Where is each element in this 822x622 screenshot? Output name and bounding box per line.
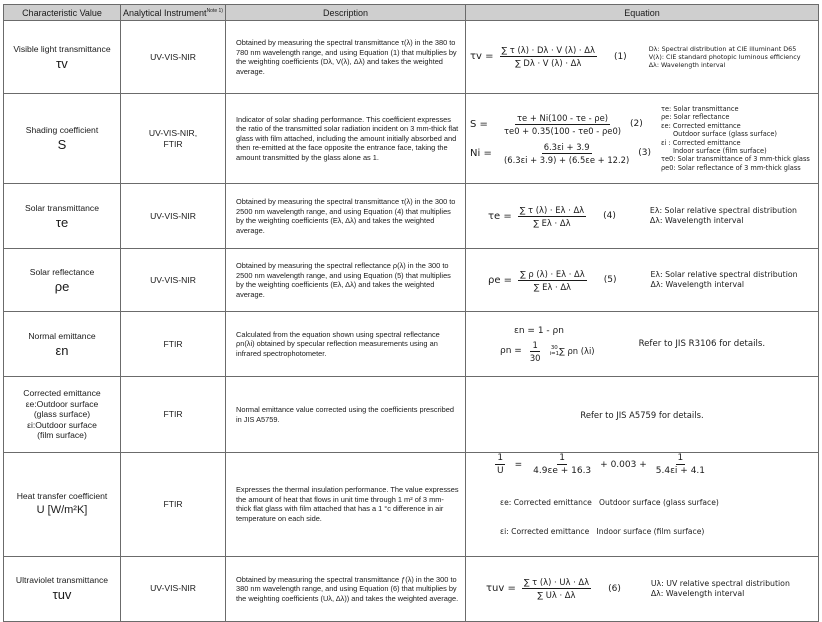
cell-equation <box>466 94 819 184</box>
equation-denominator: 30 <box>529 352 541 363</box>
legend-item: Δλ: Wavelength interval <box>649 216 744 225</box>
reference-note: Refer to JIS A5759 for details. <box>580 409 704 420</box>
equation-number: (2) <box>630 119 643 129</box>
equation-legend <box>649 45 801 70</box>
legend-item: τe0: Solar transmittance of 3 mm-thick glass <box>660 155 810 164</box>
equation-denominator: ∑ Eλ · Δλ <box>533 281 572 292</box>
characteristic-name: Normal emittance <box>28 330 96 341</box>
equation-numerator: ∑ τ (λ) · Dλ · V (λ) · Δλ <box>501 45 595 56</box>
header-row <box>4 5 819 21</box>
characteristic-name: Solar reflectance <box>29 266 95 277</box>
cell-instrument: UV-VIS-NIR <box>121 21 226 94</box>
equation-numerator: 1 <box>677 453 684 463</box>
header-characteristic: Characteristic Value <box>4 5 121 21</box>
row-solar-reflectance <box>4 249 819 312</box>
equation-numerator: 6.3εi + 3.9 <box>543 141 590 152</box>
characteristic-symbol: τe <box>55 214 69 230</box>
header-instrument-label: Analytical Instrument <box>123 7 207 18</box>
sum-expression: ∑ ρn (λi) <box>559 346 595 356</box>
legend-item: Indoor surface (film surface) <box>672 146 767 155</box>
characteristic-sub-indoor: εi:Outdoor surface <box>27 419 97 430</box>
equation-number: (6) <box>608 583 621 594</box>
equation-lhs: Ni = <box>470 147 492 159</box>
equation-block <box>500 326 595 363</box>
legend-item: Dλ: Spectral distribution at CIE illuminant D65 <box>648 44 797 53</box>
cell-equation <box>466 377 819 453</box>
cell-equation <box>466 184 819 249</box>
cell-instrument: UV-VIS-NIR, FTIR <box>121 94 226 184</box>
sum-limits <box>550 345 560 357</box>
characteristic-symbol: U [W/m²K] <box>36 503 88 516</box>
equation-line <box>470 113 651 136</box>
equation-denominator: τe0 + 0.35(100 - τe0 - ρe0) <box>504 125 622 136</box>
characteristic-name: Ultraviolet transmittance <box>15 575 109 586</box>
equation-lhs: τe = <box>488 210 512 222</box>
equation-line <box>492 453 814 476</box>
equation-fraction-lhs <box>495 453 506 476</box>
equation-number: (3) <box>638 148 651 158</box>
cell-description: Obtained by measuring the spectral transmittance τ(λ) in the 300 to 2500 nm wavelength range, and using Equation (4) that multiplies by the weighting coefficients (Eλ, Δλ) and takes the weighted average. <box>226 184 466 249</box>
row-solar-transmittance <box>4 184 819 249</box>
legend-item: Eλ: Solar relative spectral distribution <box>649 206 798 215</box>
equation-fraction <box>654 453 707 476</box>
equation-denominator: U <box>497 466 504 476</box>
equation-line <box>500 340 595 363</box>
legend-item: V(λ): CIE standard photopic luminous efficiency <box>648 52 801 61</box>
equation-legend <box>650 206 797 226</box>
legend-item: εe: Corrected emittance Outdoor surface (glass surface) <box>500 498 719 508</box>
row-visible-light-transmittance <box>4 21 819 94</box>
equation-numerator: τe + Ni(100 - τe - ρe) <box>517 112 609 123</box>
cell-equation <box>466 21 819 94</box>
cell-characteristic <box>4 453 121 557</box>
characteristic-symbol: τuv <box>52 587 72 603</box>
cell-equation <box>466 249 819 312</box>
legend-item: Uλ: UV relative spectral distribution <box>650 578 790 588</box>
characteristic-name: Shading coefficient <box>25 125 99 135</box>
characteristics-table-sheet <box>3 4 818 622</box>
cell-description: Obtained by measuring the spectral reflectance ρ(λ) in the 300 to 2500 nm wavelength range, and using Equation (5) that multiplies by the weighting coefficients (Eλ, Δλ) and takes the weighted average. <box>226 249 466 312</box>
equation-numerator: 1 <box>559 453 566 463</box>
equation-fraction <box>531 453 593 476</box>
legend-item: Δλ: Wavelength interval <box>648 61 726 70</box>
equation-denominator: 4.9εe + 16.3 <box>533 466 592 476</box>
equation-lhs: τuv = <box>486 583 516 595</box>
characteristic-symbol: ρe <box>54 278 70 294</box>
equation-fraction <box>500 45 597 68</box>
cell-characteristic <box>4 377 121 453</box>
equation-denominator: ∑ Eλ · Δλ <box>533 217 571 228</box>
cell-characteristic <box>4 556 121 621</box>
cell-characteristic <box>4 312 121 377</box>
cell-description: Obtained by measuring the spectral transmittance τ(λ) in the 380 to 780 nm wavelength range, and using Equation (1) that multiplies by the weighting coefficients (Dλ, V(λ), Δλ) and takes the weighted average. <box>226 21 466 94</box>
cell-equation <box>466 556 819 621</box>
equation-lhs: τv = <box>470 51 494 63</box>
characteristic-symbol: εn <box>55 342 69 358</box>
cell-equation <box>466 312 819 377</box>
equation-lhs: S = <box>470 118 488 130</box>
characteristic-name: Visible light transmittance <box>13 43 111 54</box>
characteristic-sub-outdoor: εe:Outdoor surface <box>25 398 99 409</box>
equation-legend <box>651 579 790 599</box>
characteristic-name: Heat transfer coefficient <box>16 490 108 501</box>
equation-legend <box>661 105 810 172</box>
equation-number: (5) <box>603 275 617 285</box>
header-equation: Equation <box>466 5 819 21</box>
legend-item: τe: Solar transmittance <box>660 104 739 113</box>
cell-instrument: FTIR <box>121 453 226 557</box>
cell-equation <box>466 453 819 557</box>
legend-item: Outdoor surface (glass surface) <box>672 130 778 139</box>
equation-denominator: (6.3εi + 3.9) + (6.5εe + 12.2) <box>504 154 630 165</box>
legend-item: εe: Corrected emittance <box>660 121 741 130</box>
equation-block <box>492 453 814 556</box>
characteristic-symbol: τv <box>56 55 68 71</box>
equation-numerator: ∑ ρ (λ) · Eλ · Δλ <box>520 268 585 279</box>
equation-fraction <box>528 340 543 363</box>
equation-lhs: ρn = <box>500 346 522 356</box>
equation-fraction <box>502 113 623 136</box>
equation-line: εn = 1 - ρn <box>514 325 564 336</box>
equation-fraction <box>502 142 631 165</box>
cell-instrument: UV-VIS-NIR <box>121 249 226 312</box>
cell-description: Obtained by measuring the spectral transmittance ƒ(λ) in the 300 to 380 nm wavelength range, and using Equation (6) that multiplies by the weighting coefficients (Uλ, Δλ)) and takes the weighted average. <box>226 556 466 621</box>
header-instrument-note: Note 1) <box>206 7 223 14</box>
legend-item: Eλ: Solar relative spectral distribution <box>650 270 798 279</box>
equation-numerator: ∑ τ (λ) · Eλ · Δλ <box>519 204 585 215</box>
equation-line <box>470 142 651 165</box>
header-description: Description <box>226 5 466 21</box>
equation-denominator: 5.4εi + 4.1 <box>655 466 706 476</box>
cell-description: Indicator of solar shading performance. This coefficient expresses the ratio of the transmitted solar radiation incident on 3 mm-thick flat glass with film attached, including the amount initially absorbed and then re-emitted at the face opposite the entrance face, taking the amount transmitted by the glass alone as 1. <box>226 94 466 184</box>
row-heat-transfer-coefficient <box>4 453 819 557</box>
characteristic-name: Corrected emittance <box>23 388 101 399</box>
row-shading-coefficient <box>4 94 819 184</box>
row-normal-emittance <box>4 312 819 377</box>
equation-block <box>470 113 651 165</box>
equation-numerator: 1 <box>497 453 504 463</box>
characteristic-sub-outdoor-detail: (glass surface) <box>33 409 91 420</box>
row-corrected-emittance <box>4 377 819 453</box>
equation-number: (1) <box>613 51 627 62</box>
equation-middle: + 0.003 + <box>600 459 647 470</box>
row-ultraviolet-transmittance <box>4 556 819 621</box>
characteristic-sub-indoor-detail: (film surface) <box>37 430 87 441</box>
legend-item: εi: Corrected emittance Indoor surface (film surface) <box>500 526 705 536</box>
cell-description: Expresses the thermal insulation performance. The value expresses the amount of heat that flows in unit time through 1 m² of 3 mm-thick flat glass with film attached that has a 1 °c difference in air temperature on each side. <box>226 453 466 557</box>
cell-instrument: FTIR <box>121 377 226 453</box>
legend-item: ρe0: Solar reflectance of 3 mm-thick glass <box>660 163 801 172</box>
sum-lower-limit: i=1 <box>549 351 560 357</box>
cell-description: Calculated from the equation shown using spectral reflectance ρn(λi) obtained by specular reflection measurements using an infrared spectrophotometer. <box>226 312 466 377</box>
cell-instrument: FTIR <box>121 312 226 377</box>
equation-legend <box>651 270 798 290</box>
equation-fraction <box>518 269 587 292</box>
equation-fraction <box>518 205 586 228</box>
equation-fraction <box>522 577 591 600</box>
equation-lhs: ρe = <box>488 274 513 286</box>
equation-numerator: 1 <box>532 339 538 350</box>
characteristic-name: Solar transmittance <box>24 202 100 213</box>
equation-legend <box>500 479 814 556</box>
cell-characteristic <box>4 21 121 94</box>
legend-item: εi : Corrected emittance <box>660 138 741 147</box>
characteristics-table <box>3 4 819 622</box>
equation-number: (4) <box>603 211 616 221</box>
cell-characteristic <box>4 249 121 312</box>
equals-sign: = <box>514 459 523 470</box>
header-instrument <box>121 5 226 21</box>
legend-item: Δλ: Wavelength interval <box>650 588 745 598</box>
equation-denominator: ∑ Uλ · Δλ <box>537 590 576 601</box>
sum-upper-limit: 30 <box>550 345 558 351</box>
equation-numerator: ∑ τ (λ) · Uλ · Δλ <box>523 577 590 588</box>
legend-item: Δλ: Wavelength interval <box>650 280 745 289</box>
cell-characteristic <box>4 94 121 184</box>
cell-instrument: UV-VIS-NIR <box>121 556 226 621</box>
characteristic-symbol: S <box>57 137 67 152</box>
cell-instrument: UV-VIS-NIR <box>121 184 226 249</box>
reference-note: Refer to JIS R3106 for details. <box>638 339 766 349</box>
cell-description: Normal emittance value corrected using the coefficients prescribed in JIS A5759. <box>226 377 466 453</box>
cell-characteristic <box>4 184 121 249</box>
equation-denominator: ∑ Dλ · V (λ) · Δλ <box>515 58 582 69</box>
legend-item: ρe: Solar reflectance <box>660 113 730 122</box>
